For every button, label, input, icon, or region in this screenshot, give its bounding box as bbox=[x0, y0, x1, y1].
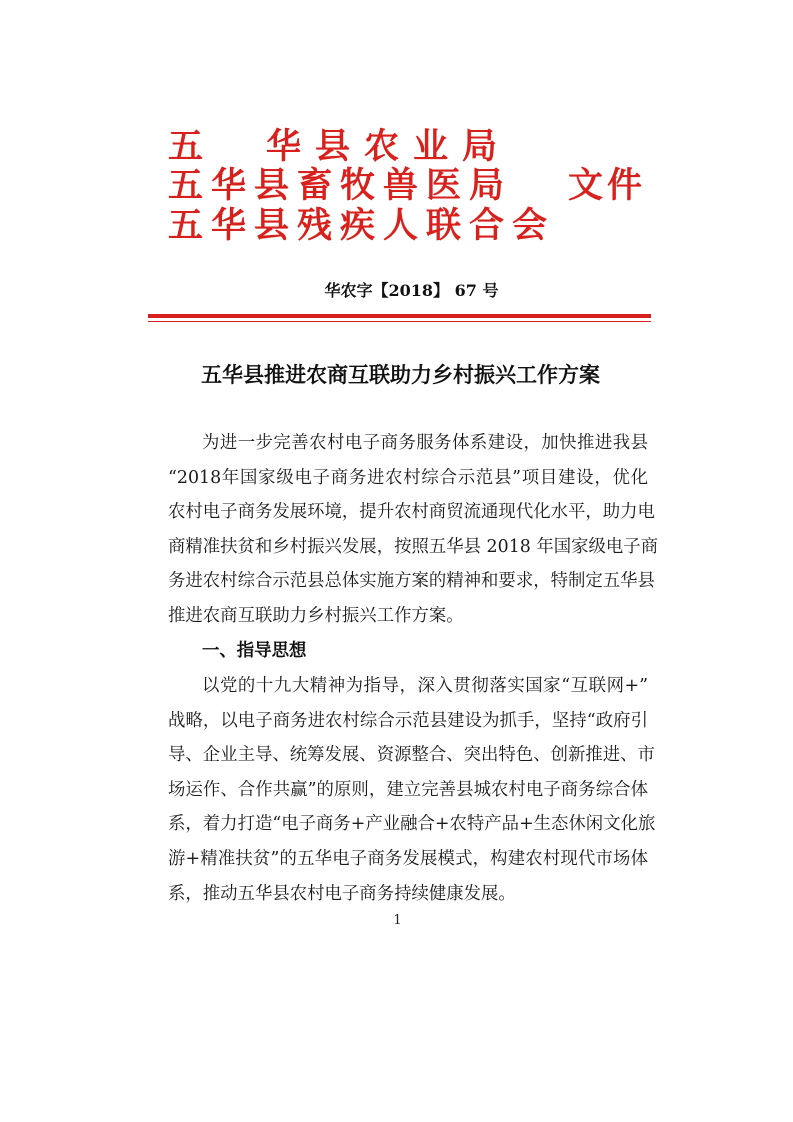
paragraph-guiding-ideology bbox=[168, 669, 656, 911]
paragraph-line: 务进农村综合示范县总体实施方案的精神和要求，特制定五华县 bbox=[168, 571, 655, 592]
document-label-wenjian: 文件 bbox=[568, 165, 647, 206]
header-divider bbox=[148, 314, 651, 322]
divider-thin-line bbox=[148, 321, 651, 322]
paragraph-line: “2018年国家级电子商务进农村综合示范县”项目建设，优化 bbox=[168, 467, 648, 488]
document-title: 五华县推进农商互联助力乡村振兴工作方案 bbox=[201, 362, 600, 387]
paragraph-line: 以党的十九大精神为指导，深入贯彻落实国家“互联网+” bbox=[202, 676, 648, 696]
paragraph-line: 战略，以电子商务进农村综合示范县建设为抓手，坚持“政府引 bbox=[168, 710, 648, 731]
section-heading-guiding-ideology: 一、指导思想 bbox=[202, 641, 307, 661]
agency-name-agriculture: 五 华县农业局 bbox=[168, 126, 512, 167]
paragraph-line: 推进农商互联助力乡村振兴工作方案。 bbox=[168, 605, 464, 626]
paragraph-line: 农村电子商务发展环境，提升农村商贸流通现代化水平，助力电 bbox=[168, 502, 655, 523]
paragraph-intro bbox=[168, 426, 659, 634]
divider-thick-line bbox=[148, 314, 651, 318]
paragraph-line: 系，着力打造“电子商务+产业融合+农特产品+生态休闲文化旅 bbox=[168, 814, 656, 835]
agency-name-disabled-persons: 五华县残疾人联合会 bbox=[168, 205, 556, 246]
paragraph-line: 场运作、合作共赢”的原则，建立完善县城农村电子商务综合体 bbox=[168, 779, 648, 800]
agency-name-animal-husbandry: 五华县畜牧兽医局 bbox=[168, 165, 513, 206]
paragraph-line: 游+精准扶贫”的五华电子商务发展模式，构建农村现代市场体 bbox=[168, 848, 648, 869]
paragraph-line: 导、企业主导、统筹发展、资源整合、突出特色、创新推进、市 bbox=[168, 745, 655, 766]
document-number: 华农字【2018】 67 号 bbox=[324, 281, 499, 300]
paragraph-line: 为进一步完善农村电子商务服务体系建设，加快推进我县 bbox=[202, 433, 648, 453]
paragraph-line: 商精准扶贫和乡村振兴发展，按照五华县 2018 年国家级电子商 bbox=[168, 536, 659, 557]
page-number: 1 bbox=[393, 913, 402, 928]
paragraph-line: 系，推动五华县农村电子商务持续健康发展。 bbox=[168, 883, 516, 904]
